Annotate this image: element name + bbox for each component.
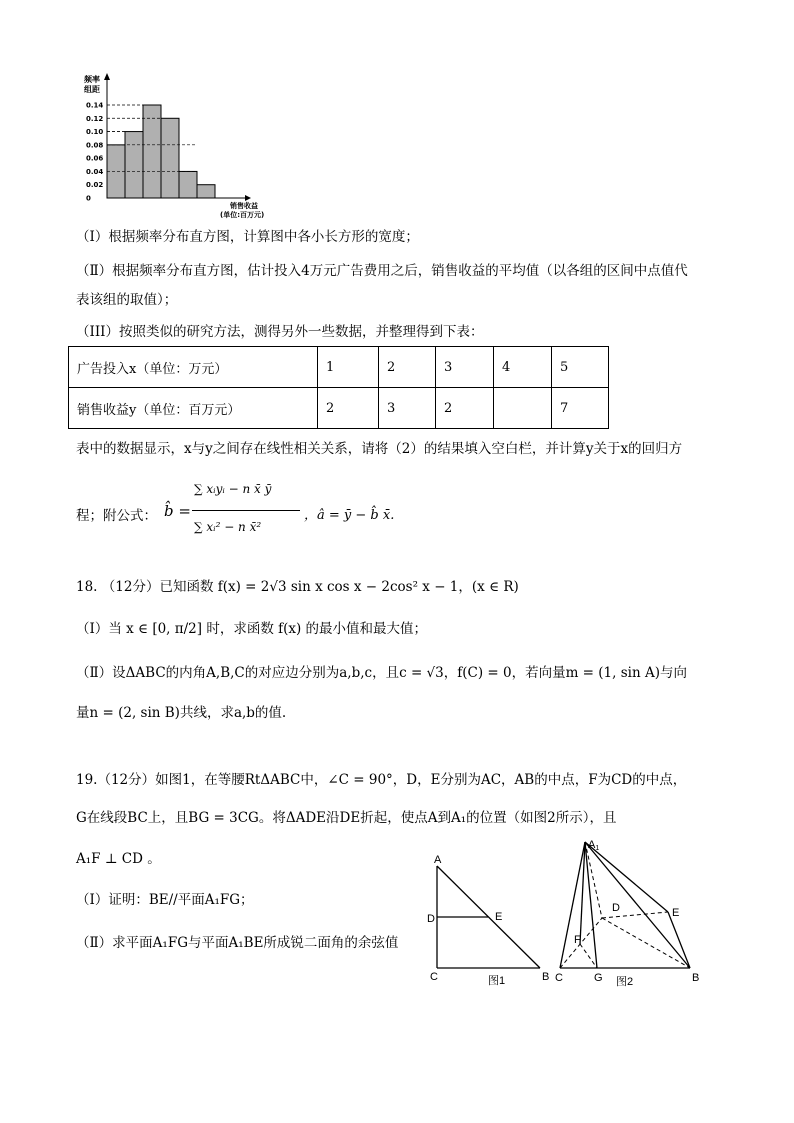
row2-label: 销售收益y（单位：百万元） xyxy=(69,388,318,429)
label-G: G xyxy=(594,972,603,984)
label-B: B xyxy=(542,971,550,983)
label-F: F xyxy=(574,934,581,946)
edge-A1E xyxy=(585,842,668,912)
label-D: D xyxy=(612,902,620,914)
table-cell: 1 xyxy=(318,347,379,388)
y-axis-arrow xyxy=(104,73,110,80)
edge-DB-hidden xyxy=(602,918,690,968)
y-tick-labels xyxy=(86,102,103,203)
edge-A1G xyxy=(585,842,597,968)
table-cell: 5 xyxy=(552,347,609,388)
q18-part2-line1: （Ⅱ）设ΔABC的内角A,B,C的对应边分别为a,b,c，且c = √3，f(C) = 0，若向量m = (1, sin A)与向 xyxy=(76,665,687,681)
q19-line1: 19.（12分）如图1，在等腰RtΔABC中，∠C = 90°，D，E分别为AC，AB的中点，F为CD的中点， xyxy=(76,772,687,788)
table-cell: 2 xyxy=(436,388,494,429)
fig1-caption: 图1 xyxy=(488,975,506,987)
b-hat-symbol: b̂ = xyxy=(164,502,191,520)
figure-2 xyxy=(550,836,710,988)
table-cell: 4 xyxy=(494,347,552,388)
label-B: B xyxy=(692,972,700,984)
regression-formula xyxy=(76,470,476,560)
histogram-bar xyxy=(125,132,143,198)
figure-1 xyxy=(425,850,560,990)
y-tick-label: 0.06 xyxy=(86,154,104,163)
q17-part2-line1: （Ⅱ）根据频率分布直方图，估计投入4万元广告费用之后，销售收益的平均值（以各组的区间中点值代 xyxy=(76,263,688,279)
x-axis-title: 销售收益 xyxy=(230,202,258,210)
row1-label: 广告投入x（单位：万元） xyxy=(69,347,318,388)
y-tick-label: 0.10 xyxy=(86,128,104,137)
y-tick-label: 0.08 xyxy=(86,141,104,150)
table-row xyxy=(69,347,609,388)
table-cell: 3 xyxy=(436,347,494,388)
x-axis-arrow xyxy=(245,195,251,201)
histogram-bar xyxy=(197,185,215,198)
y-tick-label: 0.14 xyxy=(86,101,104,110)
q17-part2-line2: 表该组的取值）； xyxy=(76,292,178,308)
edge-A1C xyxy=(560,842,585,968)
table-row xyxy=(69,388,609,429)
y-tick-label: 0.04 xyxy=(86,167,104,176)
label-C: C xyxy=(555,972,563,984)
q19-part2: （Ⅱ）求平面A₁FG与平面A₁BE所成锐二面角的余弦值 xyxy=(76,935,399,951)
q17-after-table: 表中的数据显示，x与y之间存在线性相关关系，请将（2）的结果填入空白栏，并计算y关于x的回归方 xyxy=(76,441,683,457)
histogram-bar xyxy=(161,118,179,198)
label-E: E xyxy=(672,907,680,919)
edge-EB xyxy=(668,912,690,968)
y-axis-title-1: 频率 xyxy=(84,75,100,84)
q18-part1: （Ⅰ）当 x ∈ [0, π/2] 时，求函数 f(x) 的最小值和最大值； xyxy=(76,621,428,637)
table-cell: 2 xyxy=(318,388,379,429)
y-tick-label: 0.12 xyxy=(86,114,104,123)
q19-line3: A₁F ⊥ CD 。 xyxy=(76,851,161,867)
table-cell: 3 xyxy=(379,388,436,429)
histogram-bars xyxy=(107,105,215,198)
q17-part1: （Ⅰ）根据频率分布直方图，计算图中各小长方形的宽度； xyxy=(76,229,419,245)
q18-stem: 18. （12分）已知函数 f(x) = 2√3 sin x cos x − 2cos² x − 1，(x ∈ R) xyxy=(76,579,519,595)
q18-part2-line2: 量n = (2, sin B)共线，求a,b的值. xyxy=(76,705,287,721)
table-cell: 7 xyxy=(552,388,609,429)
formula-denominator: ∑ xᵢ² − n x̄² xyxy=(194,520,262,534)
histogram-bar xyxy=(143,105,161,198)
x-axis-unit: (单位:百万元) xyxy=(220,211,265,219)
y-axis-title-2: 组距 xyxy=(84,85,100,94)
label-D: D xyxy=(427,913,435,925)
frequency-histogram xyxy=(80,70,280,220)
y-tick-label: 0.02 xyxy=(86,181,104,190)
q19-line2: G在线段BC上，且BG = 3CG。将ΔADE沿DE折起，使点A到A₁的位置（如图2所示），且 xyxy=(76,810,617,826)
label-E: E xyxy=(495,911,503,923)
data-table xyxy=(68,346,609,429)
y-tick-label: 0 xyxy=(86,194,91,203)
label-A1: A1 xyxy=(588,839,600,852)
formula-numerator: ∑ xᵢyᵢ − n x̄ ȳ xyxy=(194,482,272,496)
label-C: C xyxy=(430,971,438,983)
label-A: A xyxy=(434,854,442,866)
histogram-bar xyxy=(179,171,197,198)
fraction-bar xyxy=(192,510,300,511)
table-cell: 2 xyxy=(379,347,436,388)
formula-tail: ，â = ȳ − b̂ x̄. xyxy=(304,508,395,523)
table-cell xyxy=(494,388,552,429)
formula-prefix: 程；附公式： xyxy=(76,508,157,524)
edge-A1B xyxy=(585,842,690,968)
q17-part3: （III）按照类似的研究方法，测得另外一些数据，并整理得到下表： xyxy=(76,324,484,340)
q19-part1: （Ⅰ）证明：BE//平面A₁FG； xyxy=(76,892,254,908)
fig2-caption: 图2 xyxy=(616,976,634,988)
